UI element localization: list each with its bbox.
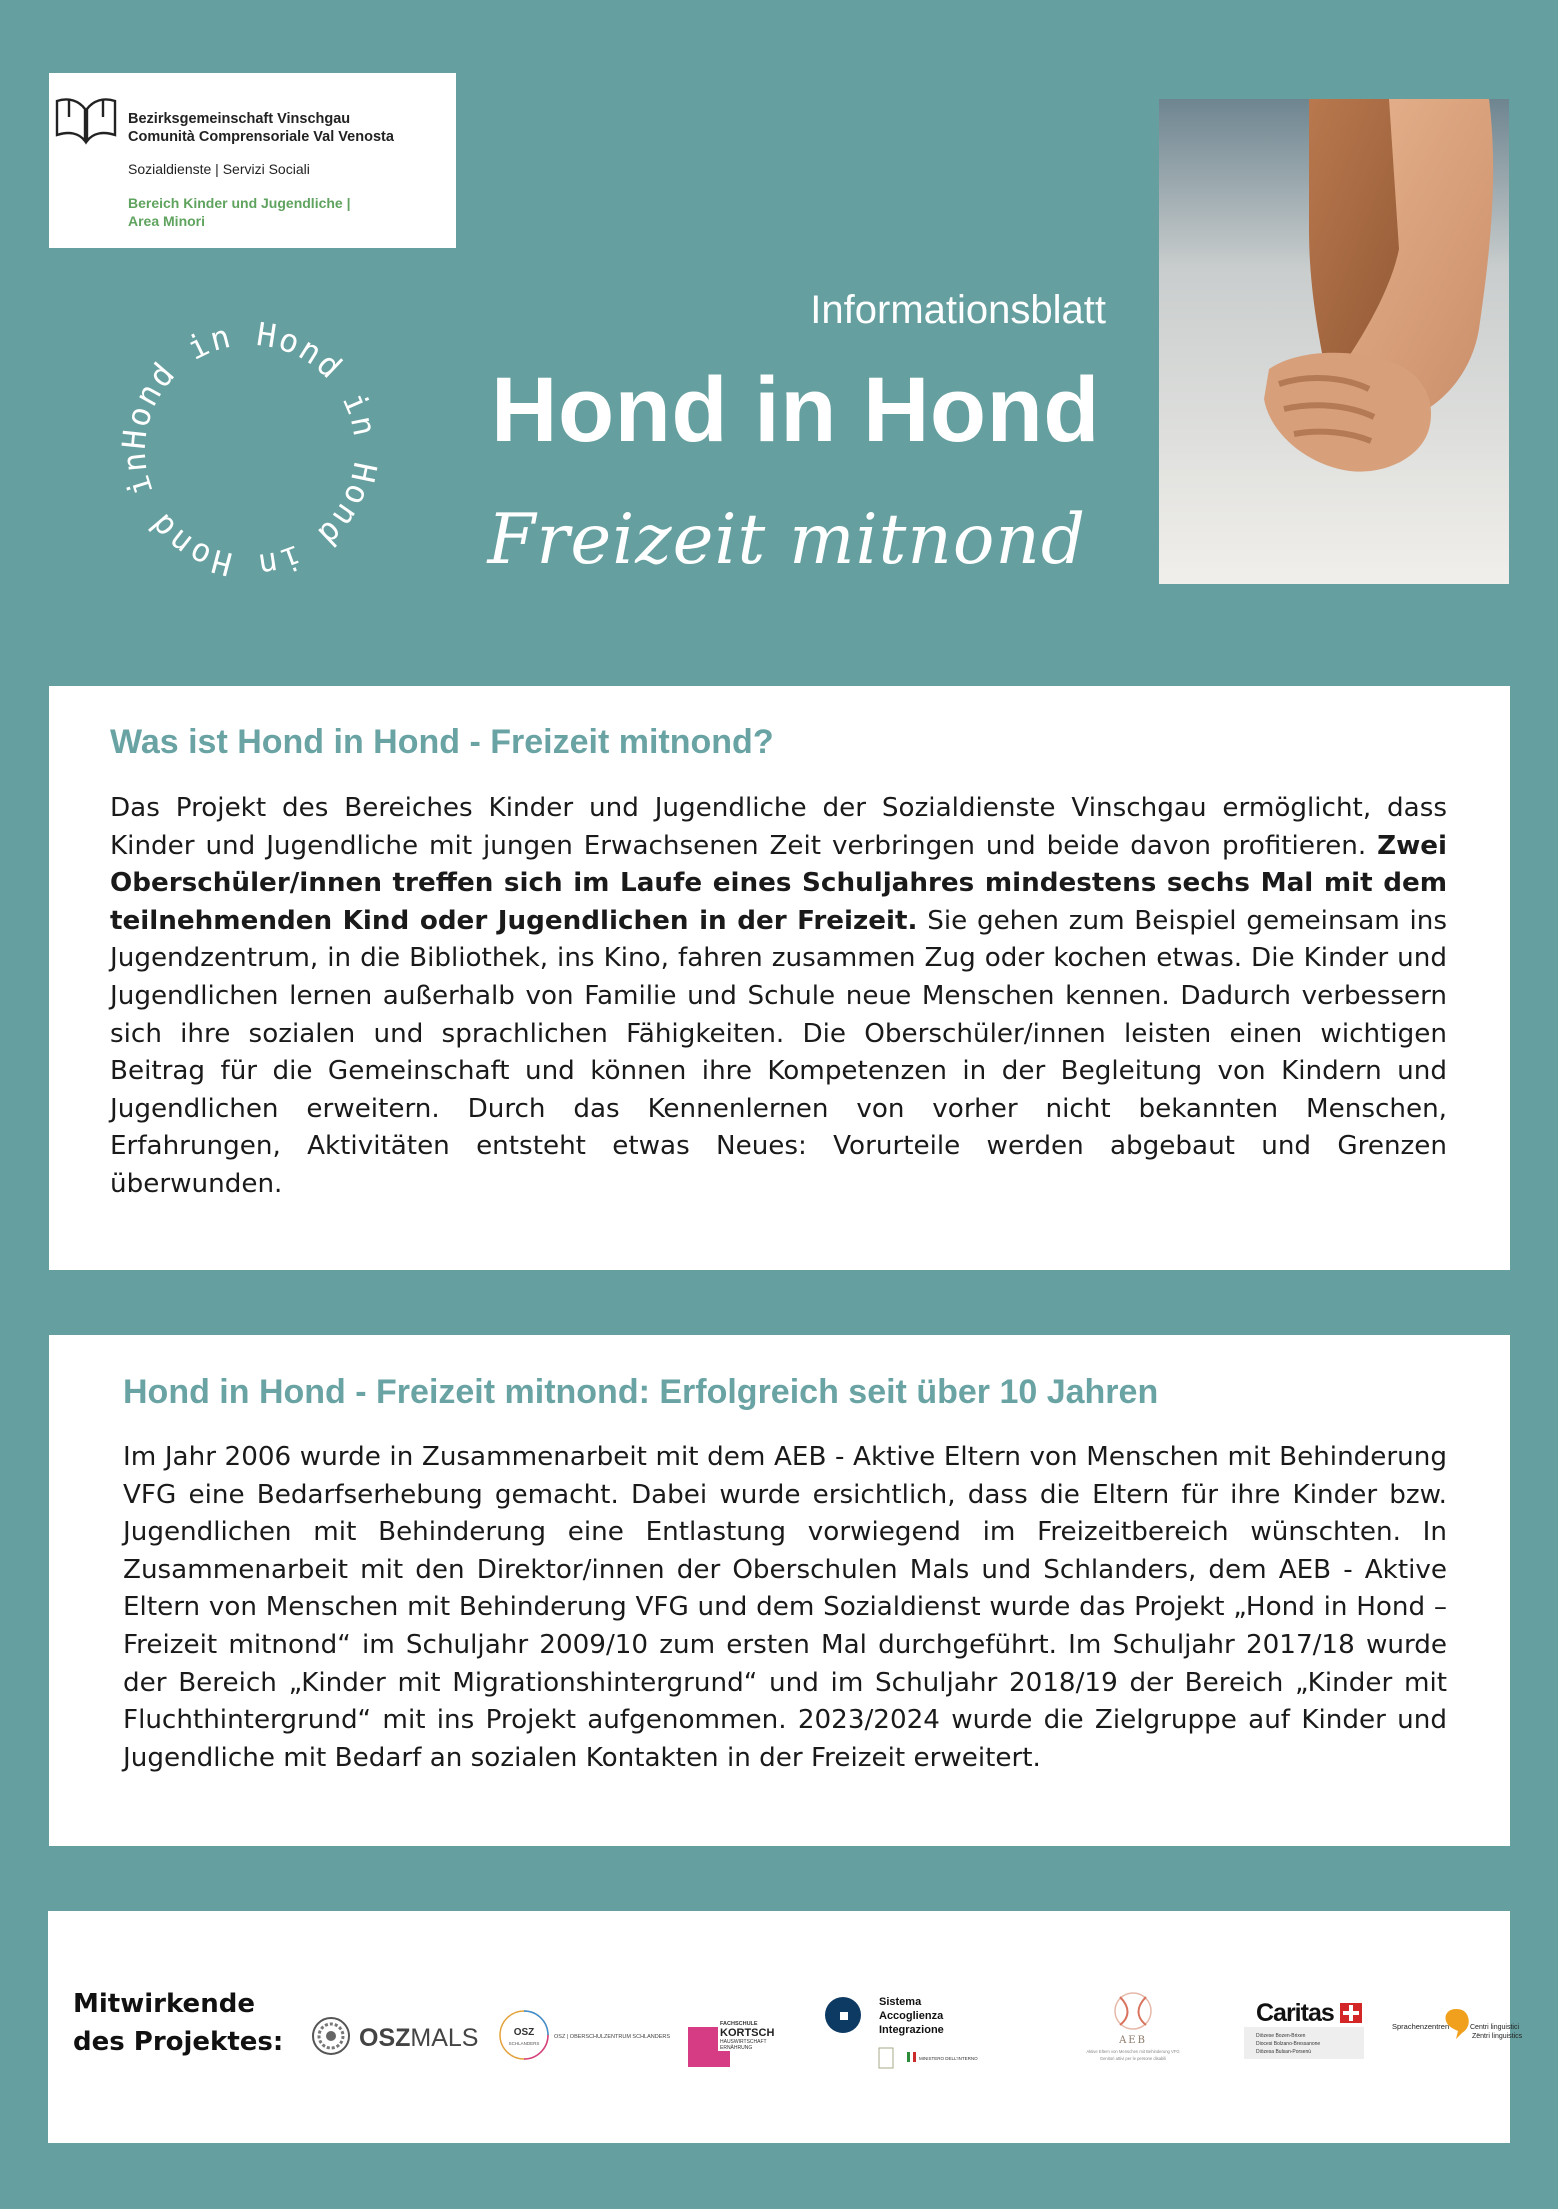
- sai-line3: Integrazione: [879, 2024, 944, 2036]
- partner-logo-osz-mals: [311, 2014, 481, 2063]
- book-icon: [55, 95, 117, 147]
- osz-schlanders-small: SCHLANDERS: [508, 2041, 540, 2046]
- document-type-label: Informationsblatt: [810, 288, 1106, 332]
- kortsch-name: KORTSCH: [720, 2027, 775, 2039]
- aeb-name: AEB: [1119, 2035, 1147, 2046]
- caritas-name: Caritas: [1256, 1999, 1334, 2027]
- logo-line-4: Bereich Kinder und Jugendliche |: [128, 195, 351, 211]
- caritas-sub2: Diocesi Bolzano-Bressanone: [1256, 2041, 1321, 2047]
- section-body: Im Jahr 2006 wurde in Zusammenarbeit mit dem AEB - Aktive Eltern von Menschen mit Behinderung VFG eine Bedarfserhebung gemacht. Dabei wurde ersichtlich, dass die Eltern für ihre Kinder bzw. Jugendlichen mit Behinderung eine Entlastung vorwiegend im Freizeitbereich wünschten. In Zusammenarbeit mit den Direktor/innen der Oberschulen Mals und Schlanders, dem AEB - Aktive Eltern von Menschen mit Behinderung VFG und dem Sozialdienst wurde das Projekt „Hond in Hond – Freizeit mitnond“ im Schuljahr 2009/10 zum ersten Mal durchgeführt. Im Schuljahr 2017/18 wurde der Bereich „Kinder mit Migrationshintergrund“ und im Schuljahr 2018/19 der Bereich „Kinder mit Fluchthintergrund“ mit ins Projekt aufgenommen. 2023/2024 wurde die Zielgruppe auf Kinder und Jugendliche mit Bedarf an sozialen Kontakten in der Freizeit erweitert.: [123, 1442, 1447, 1773]
- partner-logo-aeb: [1048, 1989, 1213, 2074]
- svg-text:OSZMALS: [359, 2024, 479, 2052]
- partner-logo-caritas: [1244, 1997, 1364, 2066]
- aeb-small2: Genitori attivi per le persone disabili: [1099, 2056, 1167, 2061]
- section-body: [110, 790, 1447, 1204]
- kortsch-sub2: ERNÄHRUNG: [720, 2045, 753, 2051]
- holding-hands-photo: [1159, 99, 1509, 584]
- logo-line-2: Comunità Comprensoriale Val Venosta: [128, 129, 394, 145]
- sprachen-right2: Zëntri linguistics: [1472, 2033, 1523, 2040]
- circular-text-emblem: [100, 300, 400, 600]
- logo-line-1: Bezirksgemeinschaft Vinschgau: [128, 111, 351, 127]
- partner-logo-sprachenzentren: [1392, 2003, 1523, 2056]
- kortsch-top: FACHSCHULE: [720, 2021, 758, 2027]
- section-title: Hond in Hond - Freizeit mitnond: Erfolgreich seit über 10 Jahren: [123, 1373, 1159, 1411]
- page-title: Hond in Hond: [491, 359, 1100, 461]
- partner-logo-sai: [823, 1993, 993, 2078]
- partners-section: [48, 1911, 1523, 2143]
- section-history: [49, 1335, 1510, 1846]
- sai-ministry: MINISTERO DELL'INTERNO: [919, 2056, 978, 2061]
- aeb-small1: Aktive Eltern von Menschen mit Behinderung VFG: [1086, 2049, 1180, 2054]
- circular-text: Hond in Hond in Hond in Hond in: [114, 314, 386, 586]
- logo-line-3: Sozialdienste | Servizi Sociali: [128, 161, 310, 177]
- sai-line2: Accoglienza: [879, 2010, 944, 2022]
- osz-mals-part2: MALS: [410, 2024, 479, 2052]
- body-text-1: Das Projekt des Bereiches Kinder und Jugendliche der Sozialdienste Vinschgau ermöglicht, dass Kinder und Jugendliche mit jungen Erwachsenen Zeit verbringen und beide davon profitieren.: [110, 793, 1447, 861]
- body-text-2: Sie gehen zum Beispiel gemeinsam ins Jugendzentrum, in die Bibliothek, ins Kino, fahren zusammen Zug oder kochen etwas. Die Kinder und Jugendlichen lernen außerhalb von Familie und Schule neue Menschen kennen. Dadurch verbessern sich ihre sozialen und sprachlichen Fähigkeiten. Die Oberschüler/innen leisten einen wichtigen Beitrag für die Gemeinschaft und können ihre Kompetenzen in der Begleitung von Kindern und Jugendlichen erweitern. Durch das Kennenlernen von vorher nicht bekannten Menschen, Erfahrungen, Aktivitäten entsteht etwas Neues: Vorurteile werden abgebaut und Grenzen überwunden.: [110, 905, 1447, 1199]
- osz-schlanders-text: OSZ | OBERSCHULZENTRUM SCHLANDERS: [554, 2034, 671, 2040]
- osz-mals-part1: OSZ: [359, 2024, 411, 2052]
- partners-label: [73, 1985, 283, 2061]
- body-text-bold: Zwei Oberschüler/innen treffen sich im Laufe eines Schuljahres mindestens sechs Mal mit dem teilnehmenden Kind oder Jugendlichen in der Freizeit.: [110, 830, 1447, 936]
- caritas-sub3: Diözesa Bulsan-Porsenù: [1256, 2049, 1312, 2055]
- partners-label-line2: des Projektes:: [73, 2027, 284, 2057]
- partner-logo-kortsch: [688, 2011, 808, 2072]
- sai-line1: Sistema: [879, 1996, 922, 2008]
- kortsch-sub1: HAUSWIRTSCHAFT: [720, 2039, 767, 2045]
- caritas-sub1: Diözese Bozen-Brixen: [1256, 2033, 1306, 2039]
- section-what-is: [49, 686, 1510, 1270]
- page-subtitle: Freizeit mitnond: [487, 500, 1086, 580]
- sozialdienste-logo: [49, 73, 456, 248]
- sprachen-left: Sprachenzentren: [1392, 2022, 1450, 2031]
- osz-schlanders-mark: OSZ: [513, 2027, 535, 2038]
- sprachen-right1: Centri linguistici: [1470, 2024, 1520, 2031]
- logo-line-5: Area Minori: [128, 213, 206, 229]
- partners-label-line1: Mitwirkende: [73, 1989, 255, 2019]
- section-title: Was ist Hond in Hond - Freizeit mitnond?: [110, 723, 774, 761]
- partner-logo-osz-schlanders: [498, 2007, 671, 2068]
- svg-text:Hond in Hond in Hond in Hond i: [115, 315, 385, 586]
